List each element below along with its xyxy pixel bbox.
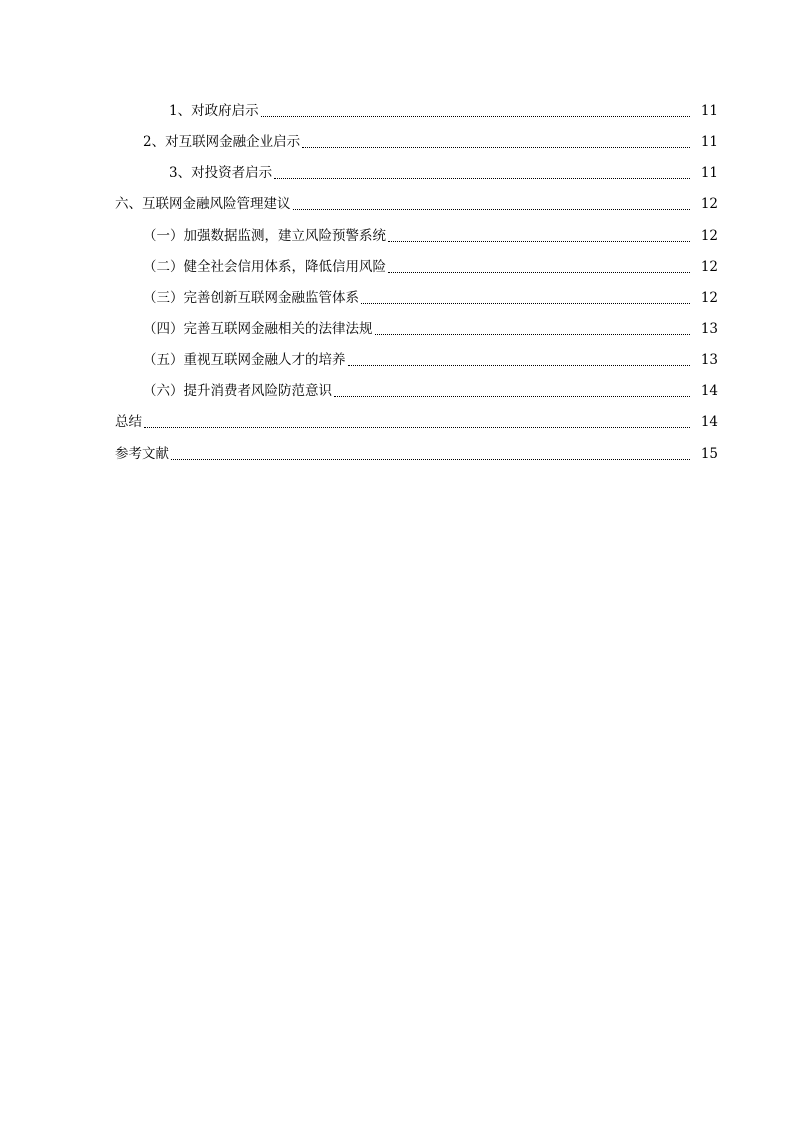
toc-dot-leader (274, 178, 690, 179)
toc-entry-page: 11 (700, 103, 718, 119)
toc-entry[interactable] (0, 257, 793, 277)
toc-dot-leader (261, 116, 690, 117)
toc-entry[interactable] (0, 319, 793, 339)
toc-entry-title: 3、对投资者启示 (169, 165, 273, 181)
toc-entry-page: 14 (700, 383, 718, 399)
toc-dot-leader (144, 427, 690, 428)
toc-dot-leader (302, 147, 690, 148)
toc-dot-leader (375, 334, 691, 335)
toc-entry[interactable] (0, 132, 793, 152)
toc-dot-leader (334, 396, 690, 397)
toc-entry-page: 12 (700, 196, 718, 212)
toc-entry[interactable] (0, 350, 793, 370)
toc-entry-title: （三）完善创新互联网金融监管体系 (143, 290, 359, 306)
toc-entry-title: 总结 (115, 414, 142, 430)
toc-entry[interactable] (0, 381, 793, 401)
toc-entry[interactable] (0, 444, 793, 464)
toc-entry[interactable] (0, 288, 793, 308)
toc-entry-page: 14 (700, 414, 718, 430)
toc-dot-leader (348, 365, 691, 366)
toc-entry-title: 参考文献 (115, 446, 169, 462)
toc-entry-page: 12 (700, 228, 718, 244)
toc-dot-leader (361, 303, 690, 304)
toc-entry-page: 13 (700, 321, 718, 337)
toc-entry-page: 12 (700, 290, 718, 306)
toc-dot-leader (293, 209, 691, 210)
toc-entry-title: （六）提升消费者风险防范意识 (143, 383, 332, 399)
toc-entry-page: 11 (700, 134, 718, 150)
toc-entry-title: （五）重视互联网金融人才的培养 (143, 352, 346, 368)
toc-entry[interactable] (0, 194, 793, 214)
toc-entry-title: （二）健全社会信用体系，降低信用风险 (143, 259, 386, 275)
toc-dot-leader (388, 272, 690, 273)
toc-entry-page: 12 (700, 259, 718, 275)
toc-entry-title: （四）完善互联网金融相关的法律法规 (143, 321, 373, 337)
toc-entry-page: 11 (700, 165, 718, 181)
toc-entry-title: （一）加强数据监测，建立风险预警系统 (143, 228, 386, 244)
toc-dot-leader (171, 459, 690, 460)
toc-entry[interactable] (0, 163, 793, 183)
toc-entry-page: 13 (700, 352, 718, 368)
toc-entry[interactable] (0, 226, 793, 246)
toc-dot-leader (388, 241, 690, 242)
toc-entry-title: 2、对互联网金融企业启示 (143, 134, 301, 150)
toc-entry-title: 六、互联网金融风险管理建议 (115, 196, 291, 212)
toc-entry[interactable] (0, 412, 793, 432)
toc-entry-title: 1、对政府启示 (169, 103, 259, 119)
toc-entry-page: 15 (700, 446, 718, 462)
toc-entry[interactable] (0, 101, 793, 121)
